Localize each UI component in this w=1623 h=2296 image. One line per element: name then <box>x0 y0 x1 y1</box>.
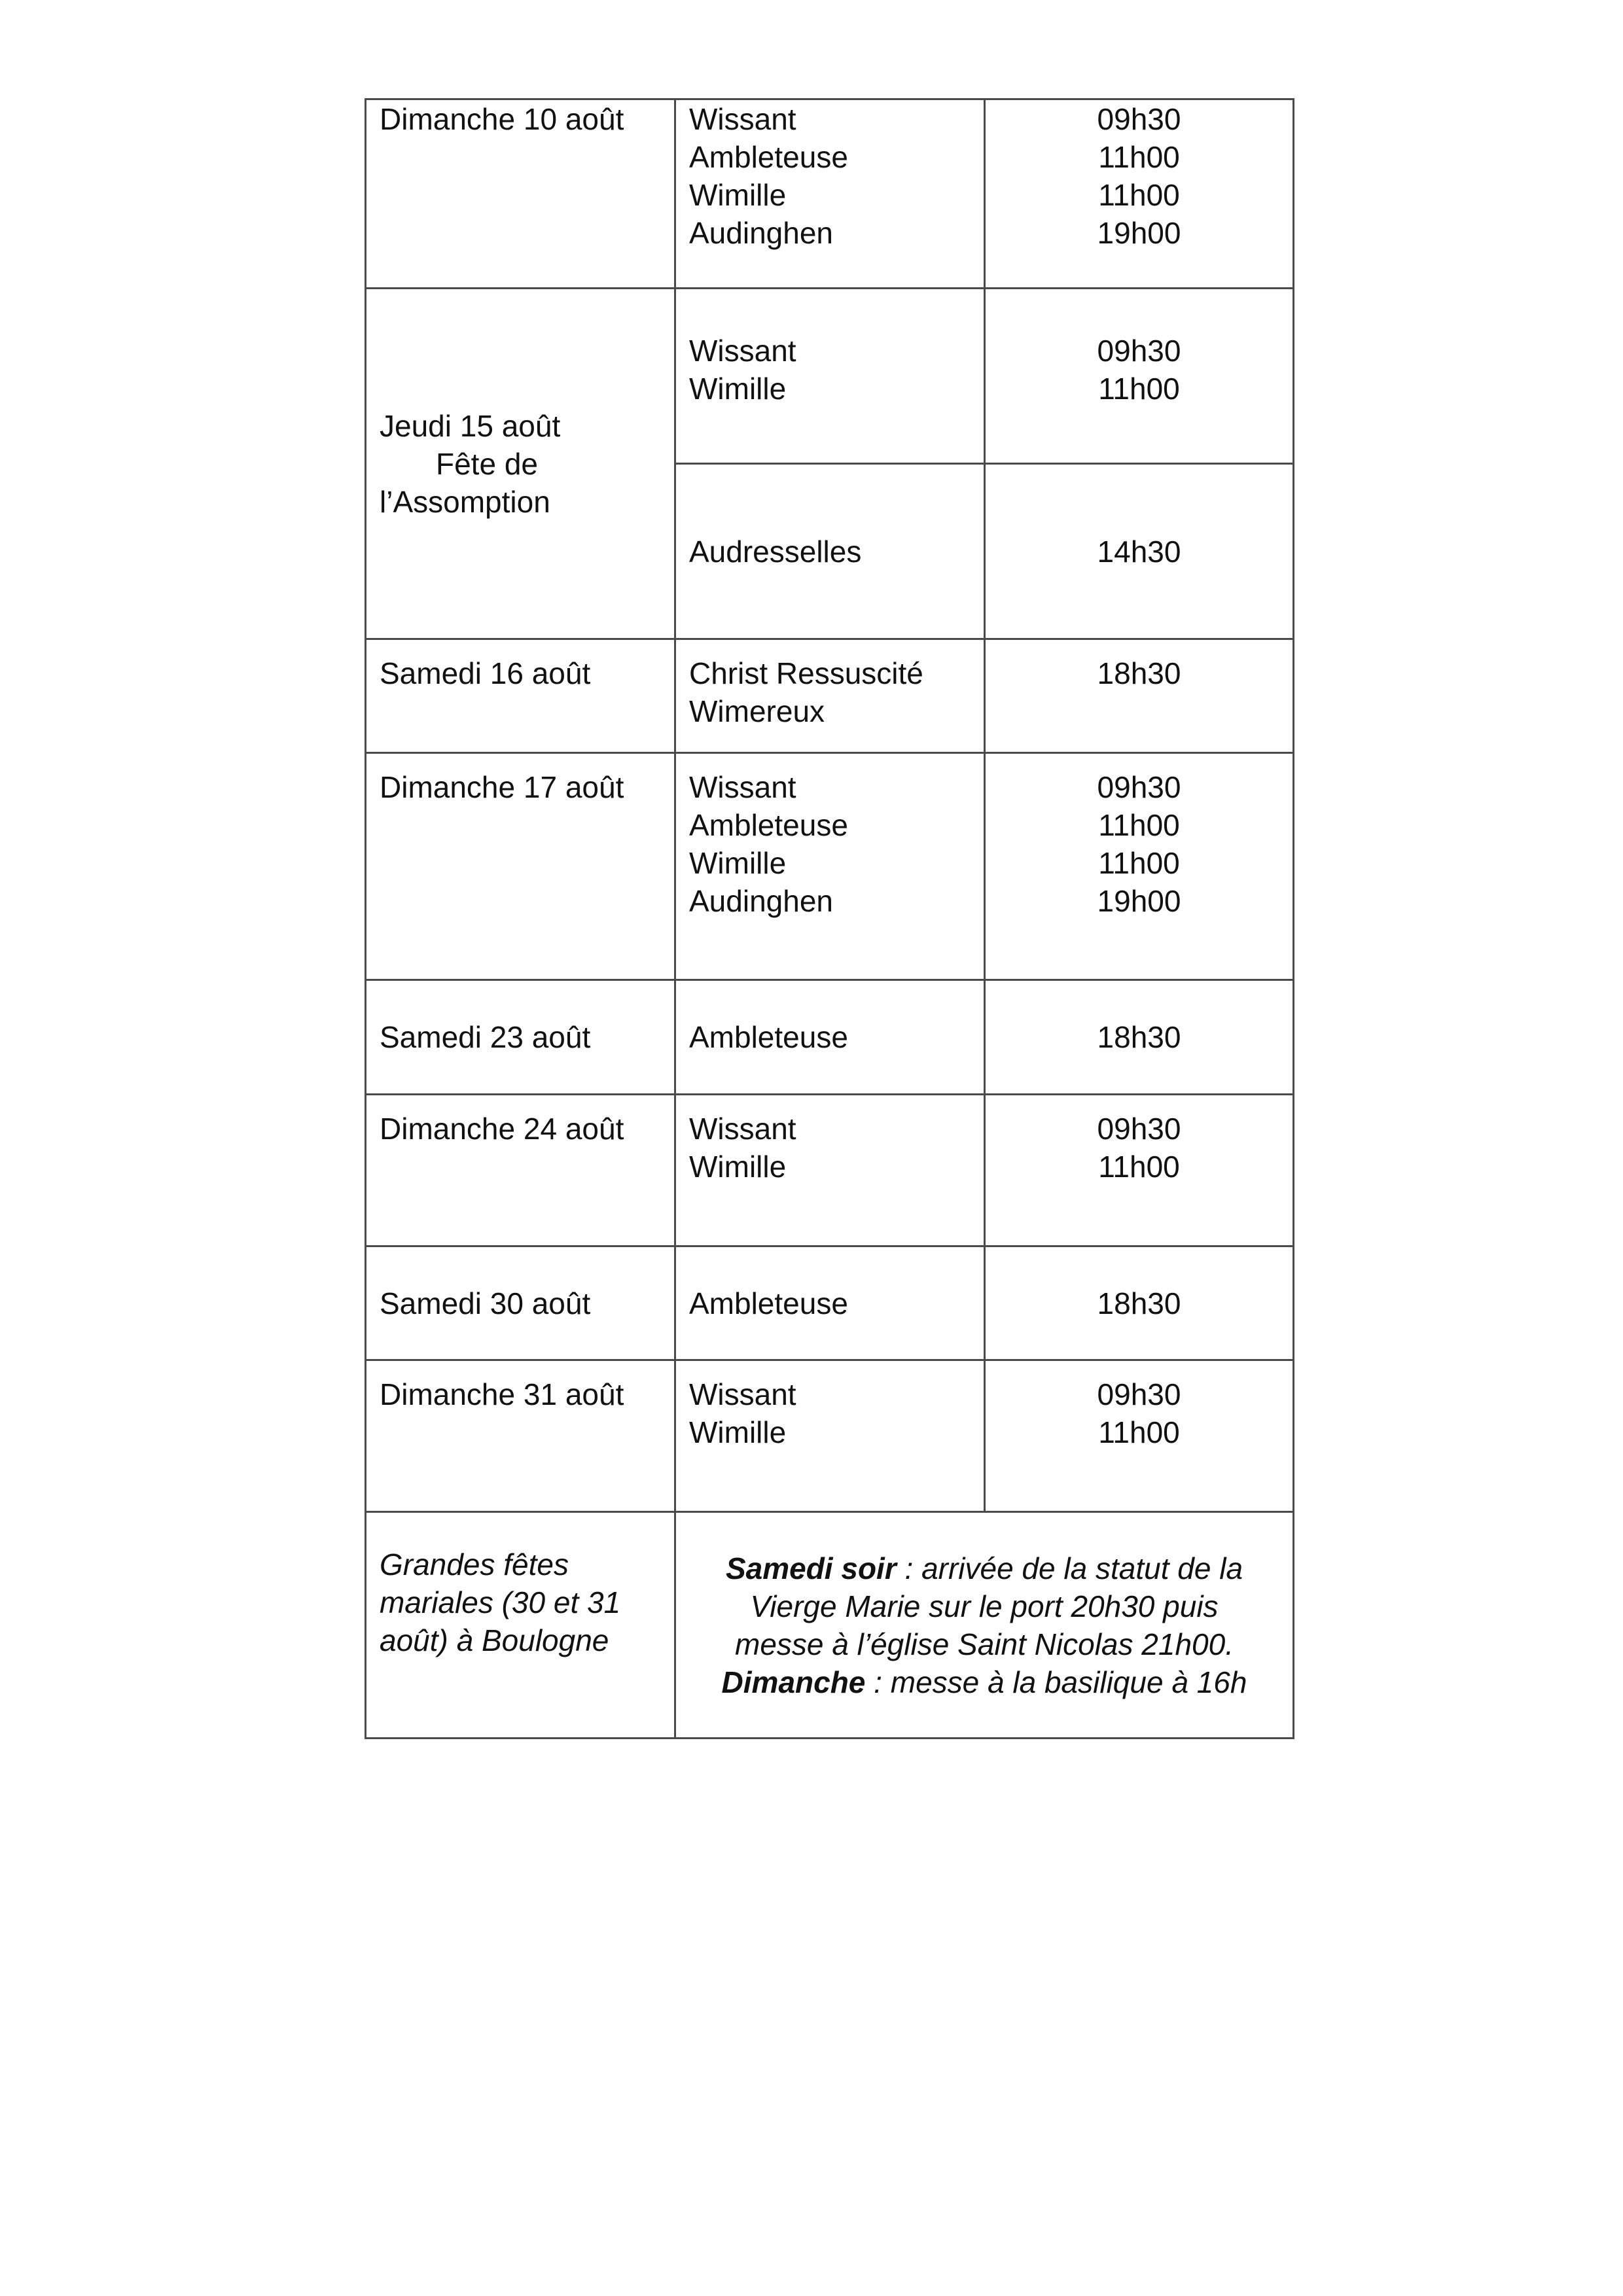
day-cell <box>366 1246 675 1360</box>
mass-time: 14h30 <box>1097 534 1181 569</box>
day-label: Samedi 16 août <box>380 656 591 690</box>
day-cell <box>366 980 675 1095</box>
mass-time: 09h30 <box>1097 1112 1181 1146</box>
places-cell <box>675 464 985 639</box>
place-name: Audinghen <box>689 216 833 250</box>
table-row <box>366 1360 1294 1512</box>
times-cell <box>985 753 1294 980</box>
day-label: Dimanche 10 août <box>380 102 624 136</box>
saturday-text: Vierge Marie sur le port 20h30 puis <box>750 1589 1219 1623</box>
day-label: Dimanche 31 août <box>380 1377 624 1411</box>
place-name: Audresselles <box>689 534 862 569</box>
place-name: Christ Ressuscité <box>689 656 923 690</box>
saturday-note <box>689 1549 1279 1587</box>
table-row <box>366 1512 1294 1739</box>
place-name: Wimereux <box>689 694 825 728</box>
day-cell <box>366 639 675 753</box>
place-name: Wimille <box>689 178 787 212</box>
place-name: Wimille <box>689 372 787 406</box>
place-name: Wimille <box>689 846 787 880</box>
place-name: Wissant <box>689 334 796 368</box>
mass-schedule-table <box>365 98 1294 1739</box>
mass-time: 18h30 <box>1097 1020 1181 1054</box>
event-details-cell <box>675 1512 1294 1739</box>
places-cell <box>675 639 985 753</box>
sunday-note <box>689 1663 1279 1701</box>
saturday-text: messe à l’église Saint Nicolas 21h00. <box>735 1627 1234 1661</box>
mass-time: 09h30 <box>1097 102 1181 136</box>
mass-time: 09h30 <box>1097 1377 1181 1411</box>
places-cell <box>675 1246 985 1360</box>
places-cell <box>675 980 985 1095</box>
places-cell <box>675 289 985 464</box>
place-name: Wissant <box>689 1112 796 1146</box>
times-cell <box>985 99 1294 289</box>
times-cell <box>985 980 1294 1095</box>
place-name: Wimille <box>689 1415 787 1449</box>
event-label: août) à Boulogne <box>380 1623 609 1657</box>
mass-time: 09h30 <box>1097 334 1181 368</box>
day-label: Jeudi 15 août <box>380 408 561 443</box>
times-cell <box>985 464 1294 639</box>
mass-time: 11h00 <box>1098 808 1180 842</box>
table-row <box>366 289 1294 464</box>
event-label: Grandes fêtes <box>380 1547 569 1581</box>
mass-time: 18h30 <box>1097 1286 1181 1320</box>
mass-time: 11h00 <box>1098 140 1180 174</box>
place-name: Ambleteuse <box>689 808 848 842</box>
table-row <box>366 1246 1294 1360</box>
times-cell <box>985 639 1294 753</box>
day-label: Dimanche 17 août <box>380 770 624 804</box>
table-row <box>366 639 1294 753</box>
day-label: Dimanche 24 août <box>380 1112 624 1146</box>
place-name: Wimille <box>689 1150 787 1184</box>
mass-time: 09h30 <box>1097 770 1181 804</box>
table-row <box>366 1095 1294 1246</box>
event-label-cell <box>366 1512 675 1739</box>
event-label: mariales (30 et 31 <box>380 1585 621 1619</box>
times-cell <box>985 1360 1294 1512</box>
times-cell <box>985 1246 1294 1360</box>
place-name: Ambleteuse <box>689 140 848 174</box>
times-cell <box>985 1095 1294 1246</box>
place-name: Wissant <box>689 102 796 136</box>
day-cell <box>366 753 675 980</box>
day-cell <box>366 289 675 639</box>
table-row <box>366 753 1294 980</box>
places-cell <box>675 1360 985 1512</box>
mass-time: 11h00 <box>1098 1415 1180 1449</box>
mass-time: 11h00 <box>1098 1150 1180 1184</box>
mass-time: 11h00 <box>1098 178 1180 212</box>
mass-time: 11h00 <box>1098 372 1180 406</box>
day-cell <box>366 1360 675 1512</box>
mass-time: 19h00 <box>1097 216 1181 250</box>
feast-label: l’Assomption <box>380 484 550 519</box>
mass-time: 18h30 <box>1097 656 1181 690</box>
saturday-label: Samedi soir <box>725 1551 897 1585</box>
mass-time: 19h00 <box>1097 884 1181 918</box>
day-cell <box>366 1095 675 1246</box>
feast-label: Fête de <box>436 446 538 481</box>
places-cell <box>675 99 985 289</box>
place-name: Ambleteuse <box>689 1286 848 1320</box>
table-row <box>366 980 1294 1095</box>
day-label: Samedi 30 août <box>380 1286 591 1320</box>
places-cell <box>675 753 985 980</box>
place-name: Wissant <box>689 1377 796 1411</box>
times-cell <box>985 289 1294 464</box>
place-name: Audinghen <box>689 884 833 918</box>
place-name: Ambleteuse <box>689 1020 848 1054</box>
day-cell <box>366 99 675 289</box>
table-row <box>366 99 1294 289</box>
mass-time: 11h00 <box>1098 846 1180 880</box>
places-cell <box>675 1095 985 1246</box>
place-name: Wissant <box>689 770 796 804</box>
sunday-text: : messe à la basilique à 16h <box>865 1665 1247 1699</box>
sunday-label: Dimanche <box>721 1665 866 1699</box>
saturday-text: : arrivée de la statut de la <box>896 1551 1243 1585</box>
day-label: Samedi 23 août <box>380 1020 591 1054</box>
